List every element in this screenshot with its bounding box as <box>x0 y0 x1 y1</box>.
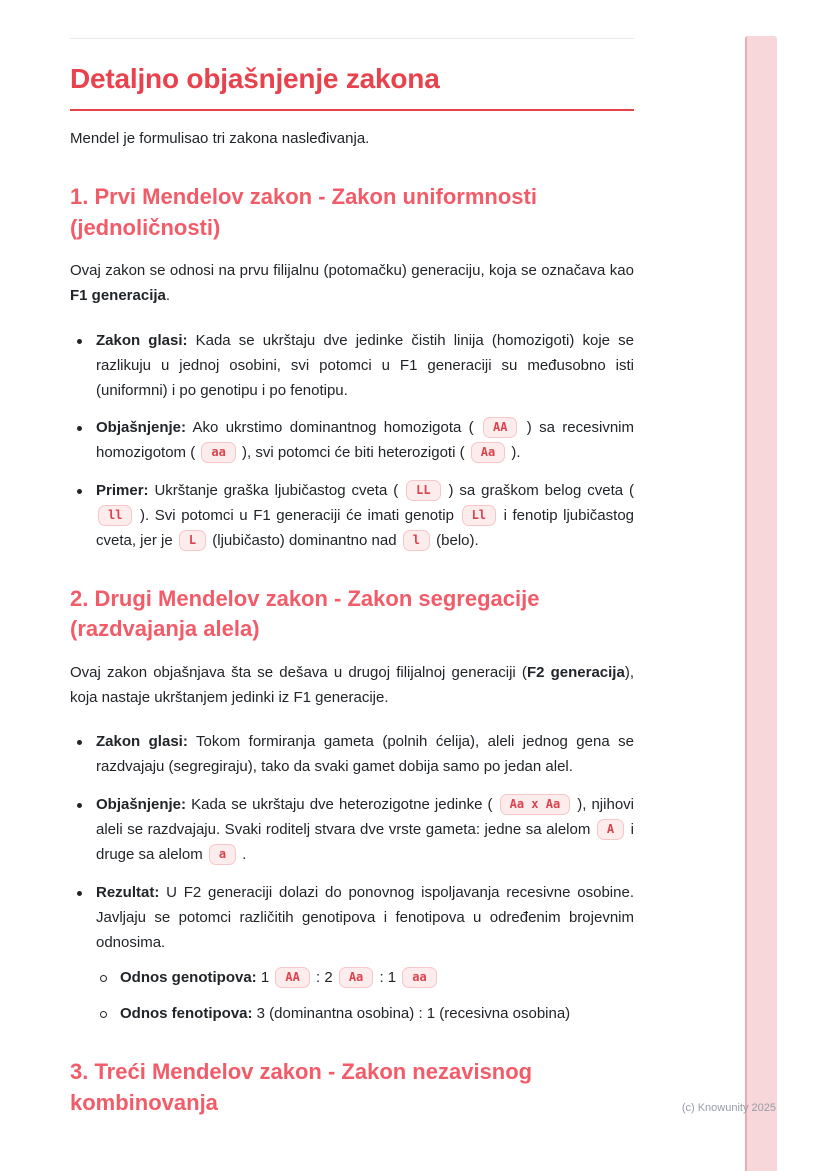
list-item: Primer: Ukrštanje graška ljubičastog cveta ( LL ) sa graškom belog cveta ( ll ). Svi potomci u F1 generaciji će imati genotip Ll i fenotip ljubičastog cveta, jer je L (ljubičasto) dominantno nad l (belo). <box>70 479 634 554</box>
genotype-chip: AA <box>275 967 309 988</box>
top-divider <box>70 38 634 39</box>
genotype-chip: A <box>597 819 624 840</box>
genotype-chip: Ll <box>462 505 496 526</box>
bold-text: Odnos genotipova: <box>120 968 257 986</box>
bold-text: Objašnjenje: <box>96 796 187 814</box>
bold-text: Zakon glasi: <box>96 331 188 349</box>
bold-text: Rezultat: <box>96 883 160 901</box>
intro-paragraph: Mendel je formulisao tri zakona nasleđivanja. <box>70 130 370 148</box>
section-1-heading: 1. Prvi Mendelov zakon - Zakon uniformnosti (jednoličnosti) <box>70 184 537 240</box>
section-2-paragraph: Ovaj zakon objašnjava šta se dešava u drugoj filijalnoj generaciji (F2 generacija), koja nastaje ukrštanjem jedinki iz F1 generacije. <box>70 663 634 706</box>
genotype-chip: a <box>209 844 236 865</box>
section-2-heading: 2. Drugi Mendelov zakon - Zakon segregacije (razdvajanja alela) <box>70 585 540 642</box>
list-item: Objašnjenje: Ako ukrstimo dominantnog homozigota ( AA ) sa recesivnim homozigotom ( aa ), svi potomci će biti heterozigoti ( Aa ). <box>70 416 634 466</box>
list-item: Objašnjenje: Kada se ukrštaju dve heterozigotne jedinke ( Aa x Aa ), njihovi aleli se razdvajaju. Svaki roditelj stvara dve vrste gameta: jedne sa alelom A i druge sa alelom a . <box>70 793 634 868</box>
bold-text: Objašnjenje: <box>96 419 187 437</box>
genotype-chip: L <box>179 530 206 551</box>
genotype-chip: Aa <box>339 967 373 988</box>
page-title: Detaljno objašnjenje zakona <box>70 61 634 111</box>
section-3-heading: 3. Treći Mendelov zakon - Zakon nezavisnog kombinovanja <box>70 1059 533 1115</box>
genotype-chip: aa <box>402 967 436 988</box>
section-2-bullet-list <box>70 730 634 1027</box>
section-1-paragraph: Ovaj zakon se odnosi na prvu filijalnu (potomačku) generaciju, koja se označava kao F1 generacija. <box>70 262 634 304</box>
list-item-text: Rezultat: U F2 generaciji dolazi do ponovnog ispoljavanja recesivne osobine. Javljaju se potomci različitih genotipova i fenotipova u određenim brojevnim odnosima. <box>96 883 634 951</box>
list-item: Zakon glasi: Kada se ukrštaju dve jedinke čistih linija (homozigoti) koje se razlikuju u jednoj osobini, svi potomci u F1 generaciji su međusobno isti (uniformni) i po genotipu i po fenotipu. <box>70 329 634 404</box>
sub-list-item: Odnos genotipova: 1 AA : 2 Aa : 1 aa <box>96 966 634 991</box>
genotype-chip: Aa <box>471 442 505 463</box>
list-item: Zakon glasi: Tokom formiranja gameta (polnih ćelija), aleli jednog gena se razdvajaju (segregiraju), tako da svaki gamet dobija samo po jedan alel. <box>70 730 634 780</box>
bold-text: F2 generacija <box>526 663 625 681</box>
document-content <box>70 0 634 1118</box>
footer-credit: (c) Knowunity 2025 <box>681 1102 776 1114</box>
list-item <box>70 881 634 1027</box>
bold-text: F1 generacija <box>70 286 166 304</box>
bold-text: Zakon glasi: <box>96 733 188 751</box>
genotype-chip: ll <box>98 505 132 526</box>
page-edge-strip <box>745 36 777 1171</box>
bold-text: Odnos fenotipova: <box>120 1005 253 1023</box>
genotype-chip: Aa x Aa <box>500 794 571 815</box>
sub-list <box>96 966 634 1028</box>
genotype-chip: AA <box>483 417 517 438</box>
bold-text: Primer: <box>96 482 149 500</box>
genotype-chip: aa <box>201 442 235 463</box>
section-1-bullet-list <box>70 329 634 554</box>
genotype-chip: l <box>403 530 430 551</box>
sub-list-item: Odnos fenotipova: 3 (dominantna osobina) : 1 (recesivna osobina) <box>96 1002 634 1027</box>
genotype-chip: LL <box>406 480 440 501</box>
